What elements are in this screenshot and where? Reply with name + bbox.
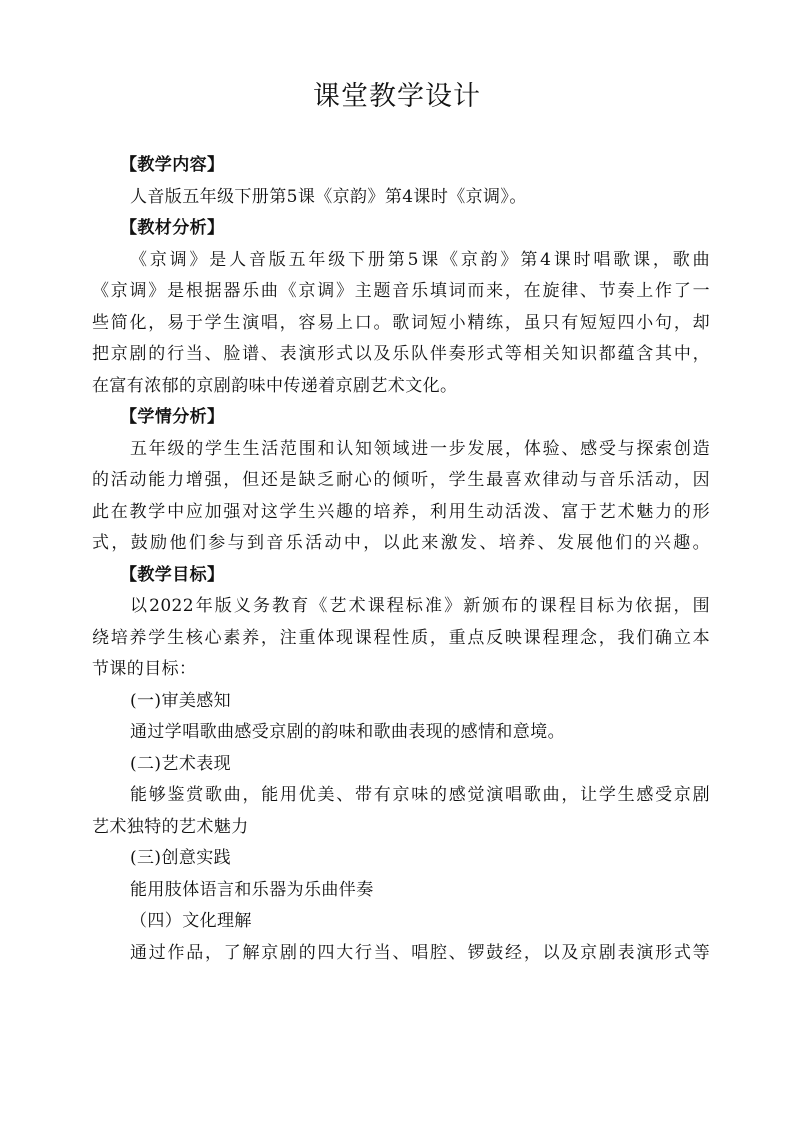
section-heading-material-analysis: 【教材分析】 bbox=[120, 218, 225, 238]
paragraph-line: 在富有浓郁的京剧韵味中传递着京剧艺术文化。 bbox=[92, 375, 458, 396]
paragraph-line: 些简化，易于学生演唱，容易上口。歌词短小精练，虽只有短短四小句，却 bbox=[92, 312, 710, 333]
paragraph-line: 能够鉴赏歌曲，能用优美、带有京味的感觉演唱歌曲，让学生感受京剧 bbox=[130, 785, 710, 805]
goal-subheading: (三)创意实践 bbox=[130, 848, 232, 868]
paragraph-line: 五年级的学生生活范围和认知领域进一步发展，体验、感受与探索创造 bbox=[130, 438, 710, 459]
section-heading-student-analysis: 【学情分析】 bbox=[120, 407, 225, 427]
paragraph-line: 式，鼓励他们参与到音乐活动中，以此来激发、培养、发展他们的兴趣。 bbox=[92, 533, 710, 553]
paragraph-line: 以2022年版义务教育《艺术课程标准》新颁布的课程目标为依据，围 bbox=[130, 596, 710, 616]
goal-subheading: （四）文化理解 bbox=[130, 911, 252, 931]
paragraph-line: 艺术独特的艺术魅力 bbox=[92, 816, 249, 837]
paragraph-line: 通过学唱歌曲感受京剧的韵味和歌曲表现的感情和意境。 bbox=[130, 722, 565, 742]
paragraph-line: 《京调》是人音版五年级下册第5课《京韵》第4课时唱歌课，歌曲 bbox=[130, 249, 710, 270]
paragraph-line: 节课的目标： bbox=[92, 659, 197, 679]
paragraph-line: 绕培养学生核心素养，注重体现课程性质，重点反映课程理念，我们确立本 bbox=[92, 627, 710, 648]
document-body bbox=[92, 150, 710, 969]
goal-subheading: (二)艺术表现 bbox=[130, 753, 232, 774]
paragraph-line: 把京剧的行当、脸谱、表演形式以及乐队伴奏形式等相关知识都蕴含其中， bbox=[92, 344, 710, 364]
paragraph-line: 能用肢体语言和乐器为乐曲伴奏 bbox=[130, 879, 374, 900]
paragraph-line: 此在教学中应加强对这学生兴趣的培养，利用生动活泼、富于艺术魅力的形 bbox=[92, 501, 710, 522]
paragraph-line: 人音版五年级下册第5课《京韵》第4课时《京调》。 bbox=[130, 186, 527, 207]
paragraph-line: 《京调》是根据器乐曲《京调》主题音乐填词而来，在旋律、节奏上作了一 bbox=[92, 281, 710, 301]
paragraph-line: 通过作品，了解京剧的四大行当、唱腔、锣鼓经，以及京剧表演形式等 bbox=[130, 942, 710, 963]
page-title: 课堂教学设计 bbox=[313, 81, 481, 112]
section-heading-teaching-goals: 【教学目标】 bbox=[120, 564, 225, 585]
goal-subheading: (一)审美感知 bbox=[130, 690, 232, 711]
paragraph-line: 的活动能力增强，但还是缺乏耐心的倾听，学生最喜欢律动与音乐活动，因 bbox=[92, 470, 710, 490]
section-heading-teaching-content: 【教学内容】 bbox=[120, 155, 225, 175]
